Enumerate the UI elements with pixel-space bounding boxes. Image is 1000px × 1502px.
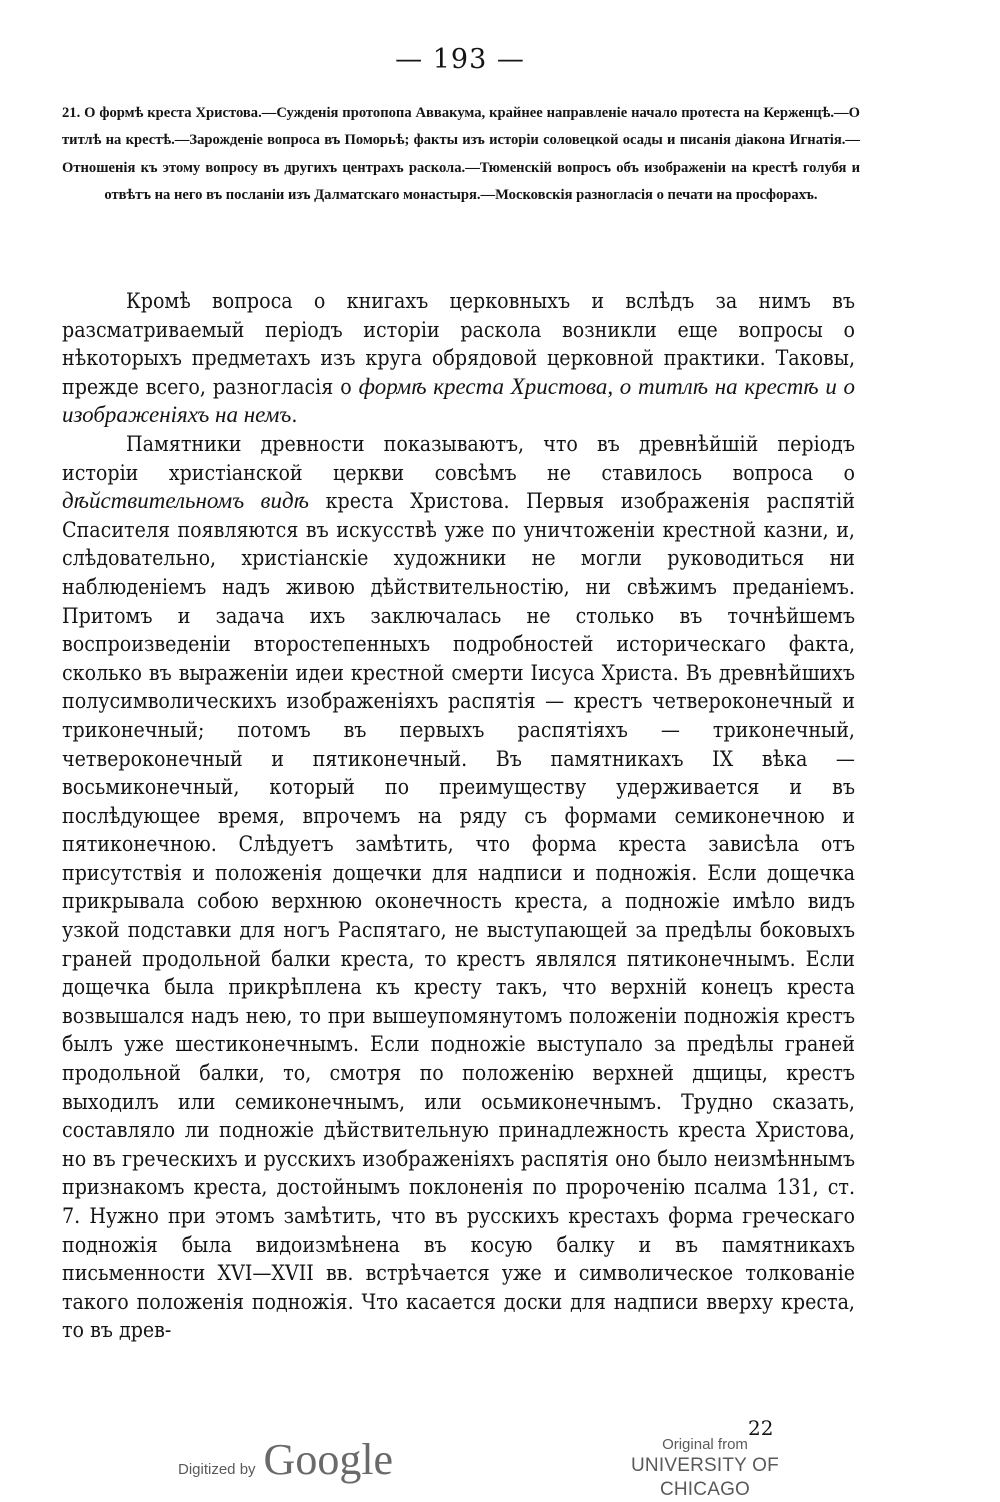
digitized-by-watermark bbox=[178, 1434, 393, 1485]
paragraph-2-emphasis: дѣйствительномъ видѣ bbox=[62, 488, 309, 514]
paragraph-1-end: . bbox=[291, 402, 298, 428]
original-from-label: Original from bbox=[662, 1436, 748, 1453]
paragraph-1-emphasis: формѣ креста Христова, о титлѣ на крестѣ и о изображеніяхъ на немъ bbox=[62, 373, 855, 428]
original-from-watermark bbox=[585, 1436, 825, 1502]
paragraph-2-rest: креста Христова. Первыя изображенія распятій Спасителя появляются въ искусствѣ уже по уничтоженіи крестной казни, и, слѣдовательно, христіанскіе художники не могли руководиться ни наблюденіемъ надъ живою дѣйствительностію, ни свѣжимъ преданіемъ. Притомъ и задача ихъ заключалась не столько въ точнѣйшемъ воспроизведеніи второстепенныхъ подробностей историческаго факта, сколько въ выраженіи идеи крестной смерти Іисуса Христа. Въ древнѣйшихъ полусимволическихъ изображеніяхъ распятія — крестъ четвероконечный и триконечный; потомъ въ первыхъ распятіяхъ — триконечный, четвероконечный и пятиконечный. Въ памятникахъ IX вѣка — восьмиконечный, который по преимуществу удерживается и въ послѣдующее время, впрочемъ на ряду съ формами семиконечною и пятиконечною. Слѣдуетъ замѣтить, что форма креста зависѣла отъ присутствія и положенія дощечки для надписи и подножія. Если дощечка прикрывала собою верхнюю оконечность креста, а подножіе имѣло видъ узкой подставки для ногъ Распятаго, не выступающей за предѣлы боковыхъ граней продольной балки креста, то крестъ являлся пятиконечнымъ. Если дощечка была прикрѣплена къ кресту такъ, что верхній конецъ креста возвышался надъ нею, то при вышеупомянутомъ положеніи подножія крестъ былъ уже шестиконечнымъ. Если подножіе выступало за предѣлы граней продольной балки, то, смотря по положенію верхней дщицы, крестъ выходилъ или семиконечнымъ, или осьмиконечнымъ. Трудно сказать, составляло ли подножіе дѣйствительную принадлежность креста Христова, но въ греческихъ и русскихъ изображеніяхъ распятія оно было неизмѣннымъ признакомъ креста, достойнымъ поклоненія по пророченію псалма 131, ст. 7. Нужно при этомъ замѣтить, что въ русскихъ крестахъ форма греческаго подножія была видоизмѣнена въ косую балку и въ памятникахъ письменности XVI—XVII вв. встрѣчается уже и символическое толкованіе такого положенія подножія. Что касается доски для надписи вверху креста, то въ древ- bbox=[62, 488, 855, 1343]
institution-name: UNIVERSITY OF CHICAGO bbox=[631, 1455, 779, 1500]
chapter-summary: 21. О формѣ креста Христова.—Сужденія протопопа Аввакума, крайнее направленіе начало протеста на Керженцѣ.—О титлѣ на крестѣ.—Зарожденіе вопроса въ Поморьѣ; факты изъ исторіи соловецкой осады и писанія діакона Игнатія.—Отношенія къ этому вопросу въ другихъ центрахъ раскола.—Тюменскій вопросъ объ изображеніи на крестѣ голубя и отвѣтъ на него въ посланіи изъ Далматскаго монастыря.—Московскія разногласія о печати на просфорахъ. bbox=[62, 105, 860, 204]
paragraph-2-text: Памятники древности показываютъ, что въ древнѣйшій періодъ исторіи христіанской церкви совсѣмъ не ставилось вопроса о bbox=[62, 430, 855, 485]
digitized-by-label: Digitized by bbox=[178, 1461, 256, 1478]
paragraph-1 bbox=[62, 287, 855, 430]
paragraph-1-text: Кромѣ вопроса о книгахъ церковныхъ и вслѣдъ за нимъ въ разсматриваемый періодъ исторіи раскола возникли еще вопросы о нѣкоторыхъ предметахъ изъ круга обрядовой церковной практики. Таковы, прежде всего, разногласія о bbox=[62, 288, 855, 399]
body-text bbox=[62, 287, 855, 1345]
paragraph-2 bbox=[62, 430, 855, 1345]
google-logo: Google bbox=[263, 1435, 394, 1484]
signature-mark: 22 bbox=[748, 1416, 774, 1440]
page-number: — 193 — bbox=[395, 44, 525, 75]
